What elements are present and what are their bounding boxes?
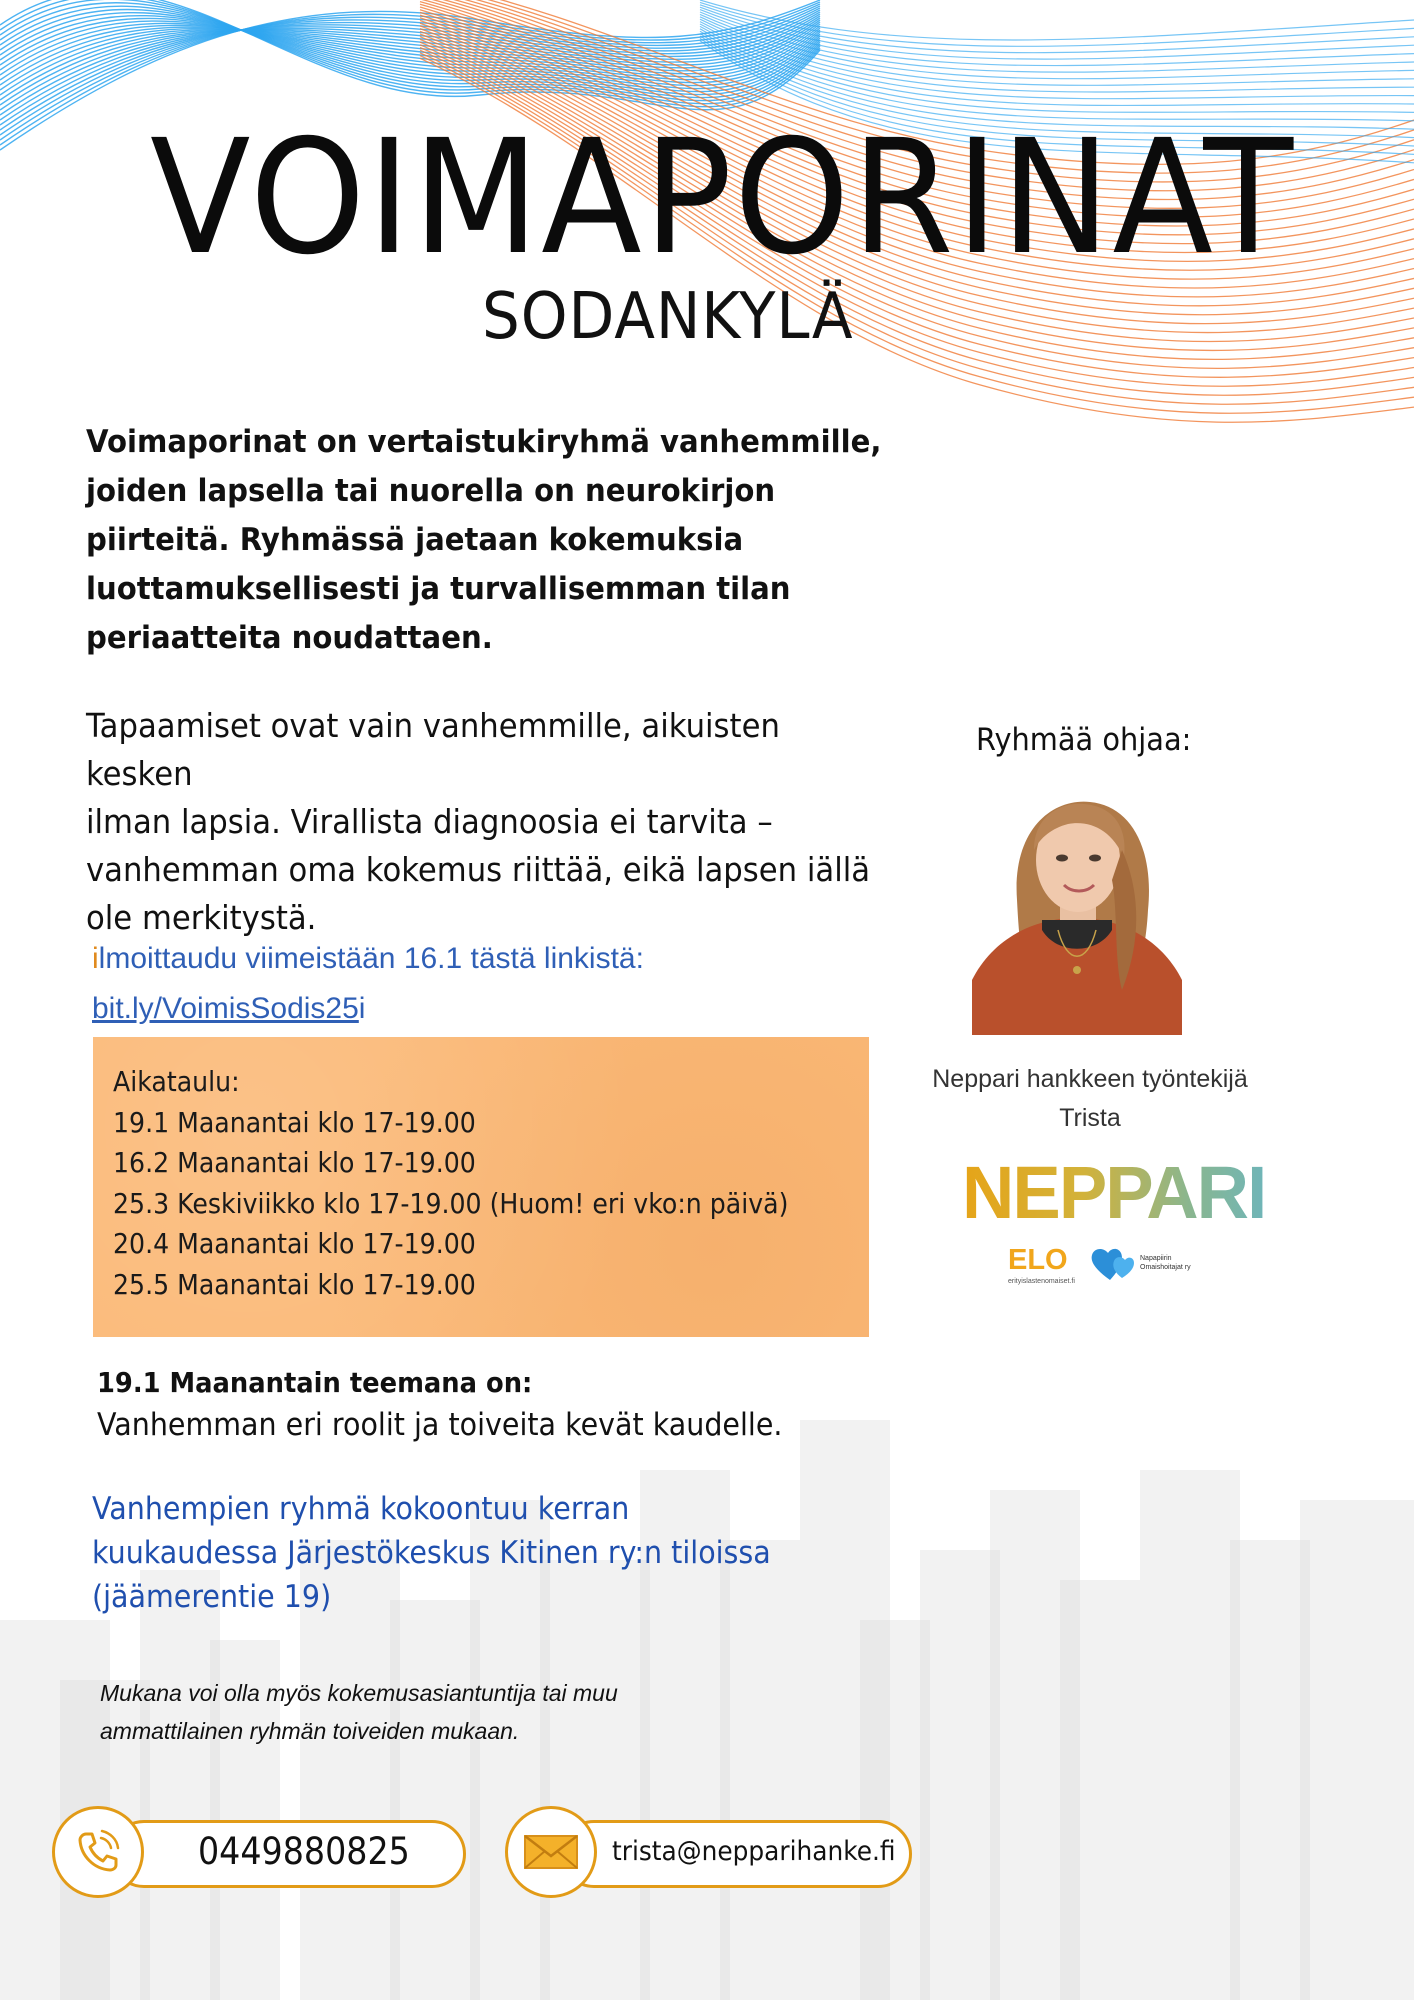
- heart-logo-icon: [1088, 1244, 1136, 1284]
- registration-info: [92, 934, 644, 1034]
- theme-title: 19.1 Maanantain teemana on:: [97, 1366, 533, 1399]
- meetings-line: ilman lapsia. Virallista diagnoosia ei tarvita –: [86, 802, 773, 841]
- schedule-item: 20.4 Maanantai klo 17-19.00: [113, 1227, 476, 1260]
- note-text: [100, 1674, 800, 1750]
- email-address[interactable]: trista@nepparihanke.fi: [612, 1836, 896, 1867]
- intro-paragraph: [86, 418, 894, 663]
- note-line: Mukana voi olla myös kokemusasiantuntija tai muu: [100, 1680, 618, 1706]
- schedule-item: 25.3 Keskiviikko klo 17-19.00 (Huom! eri vko:n päivä): [113, 1186, 789, 1220]
- schedule-item: 19.1 Maanantai klo 17-19.00: [113, 1105, 476, 1139]
- schedule-heading: Aikataulu:: [113, 1065, 240, 1098]
- location-line: (jäämerentie 19): [92, 1579, 332, 1615]
- registration-text: lmoittaudu viimeistään 16.1 tästä linkistä:: [98, 942, 644, 975]
- schedule-item: 16.2 Maanantai klo 17-19.00: [113, 1146, 476, 1179]
- meetings-line: ole merkitystä.: [86, 898, 317, 937]
- registration-first-letter: i: [92, 942, 99, 975]
- leader-photo: [972, 780, 1182, 1035]
- note-line: ammattilainen ryhmän toiveiden mukaan.: [100, 1718, 520, 1744]
- meetings-line: Tapaamiset ovat vain vanhemmille, aikuisten kesken: [86, 706, 780, 793]
- page-subtitle: SODANKYLÄ: [482, 280, 854, 354]
- envelope-icon[interactable]: [505, 1806, 597, 1898]
- meetings-line: vanhemman oma kokemus riittää, eikä lapsen iällä: [86, 850, 871, 889]
- intro-line: Voimaporinat on vertaistukiryhmä vanhemmille,: [86, 424, 882, 460]
- neppari-logo: NEPPARI: [962, 1151, 1266, 1234]
- elo-logo: ELO: [1008, 1244, 1068, 1276]
- leader-role: Neppari hankkeen työntekijä: [932, 1065, 1248, 1093]
- location-line: kuukaudessa Järjestökeskus Kitinen ry:n tiloissa: [92, 1535, 771, 1571]
- phone-icon[interactable]: [52, 1806, 144, 1898]
- location-info: [92, 1487, 810, 1619]
- intro-line: luottamuksellisesti ja turvallisemman tilan: [86, 571, 791, 607]
- registration-link[interactable]: bit.ly/VoimisSodis25: [92, 992, 359, 1025]
- partner-line: Napapiirin: [1140, 1255, 1172, 1262]
- phone-number[interactable]: 0449880825: [198, 1830, 410, 1873]
- meetings-paragraph: [86, 702, 895, 942]
- registration-link-suffix: i: [358, 992, 366, 1025]
- city-skyline-background: [0, 1300, 1414, 2000]
- partner-logo-text: [1140, 1254, 1191, 1272]
- leader-info: [900, 1060, 1280, 1138]
- location-line: Vanhempien ryhmä kokoontuu kerran: [92, 1491, 630, 1527]
- schedule-list: [113, 1062, 788, 1305]
- intro-line: piirteitä. Ryhmässä jaetaan kokemuksia: [86, 522, 744, 558]
- theme-text: Vanhemman eri roolit ja toiveita kevät kaudelle.: [97, 1407, 783, 1443]
- leader-label: Ryhmää ohjaa:: [976, 722, 1192, 758]
- schedule-item: 25.5 Maanantai klo 17-19.00: [113, 1267, 476, 1301]
- partner-line: Omaishoitajat ry: [1140, 1264, 1191, 1271]
- intro-line: joiden lapsella tai nuorella on neurokirjon: [86, 473, 776, 509]
- leader-name: Trista: [1059, 1104, 1121, 1132]
- elo-url: erityislastenomaiset.fi: [1008, 1278, 1075, 1285]
- intro-line: periaatteita noudattaen.: [86, 620, 493, 656]
- page-title: VOIMAPORINAT: [150, 106, 1296, 290]
